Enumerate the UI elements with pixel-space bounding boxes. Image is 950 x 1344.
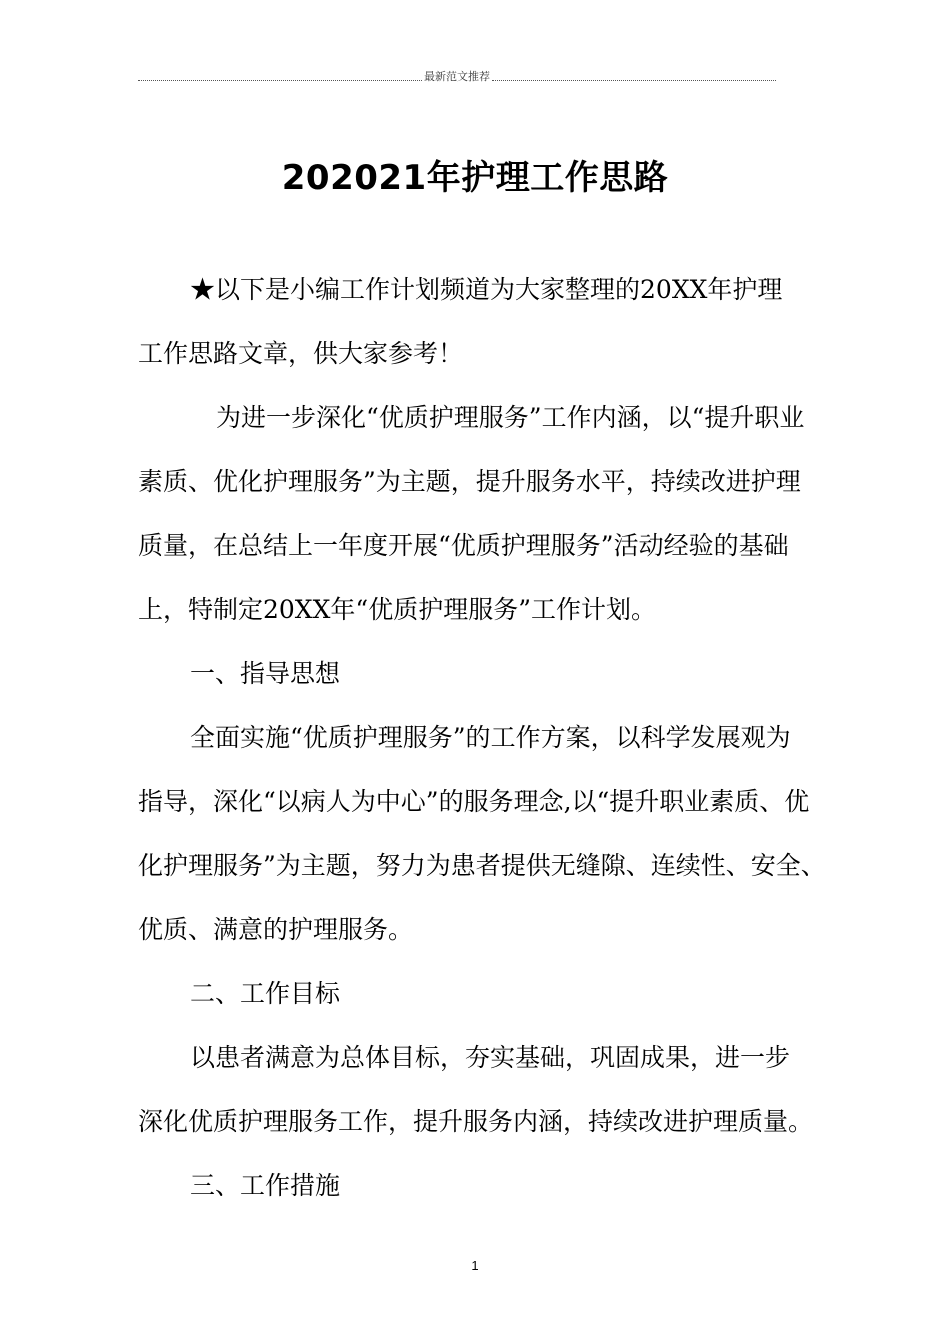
text-line: ★以下是小编工作计划频道为大家整理的20XX年护理 (190, 275, 783, 304)
header-dots-right (492, 80, 776, 81)
text-line: 深化优质护理服务工作，提升服务内涵，持续改进护理质量。 (138, 1107, 814, 1136)
text-line: 素质、优化护理服务”为主题，提升服务水平，持续改进护理 (138, 467, 801, 496)
text-line: 工作思路文章，供大家参考！ (138, 339, 464, 368)
section-heading: 二、工作目标 (190, 979, 341, 1008)
section-heading: 一、指导思想 (190, 659, 341, 688)
text-line: 全面实施“优质护理服务”的工作方案，以科学发展观为 (190, 723, 791, 752)
text-line: 质量，在总结上一年度开展“优质护理服务”活动经验的基础 (138, 531, 789, 560)
page-number: 1 (471, 1258, 479, 1273)
text-line: 上，特制定20XX年“优质护理服务”工作计划。 (138, 595, 656, 624)
text-line: 化护理服务”为主题，努力为患者提供无缝隙、连续性、安全、 (138, 851, 826, 880)
text-line: 以患者满意为总体目标，夯实基础，巩固成果，进一步 (190, 1043, 791, 1072)
text-line: 优质、满意的护理服务。 (138, 915, 414, 944)
document-title: 202021年护理工作思路 (281, 158, 669, 198)
page-header (138, 68, 776, 84)
text-line: 指导，深化“以病人为中心”的服务理念,以“提升职业素质、优 (138, 787, 810, 816)
section-heading: 三、工作措施 (190, 1171, 341, 1200)
header-text: 最新范文推荐 (424, 70, 490, 83)
text-line: 为进一步深化“优质护理服务”工作内涵，以“提升职业 (216, 403, 805, 432)
header-dots-left (138, 80, 422, 81)
